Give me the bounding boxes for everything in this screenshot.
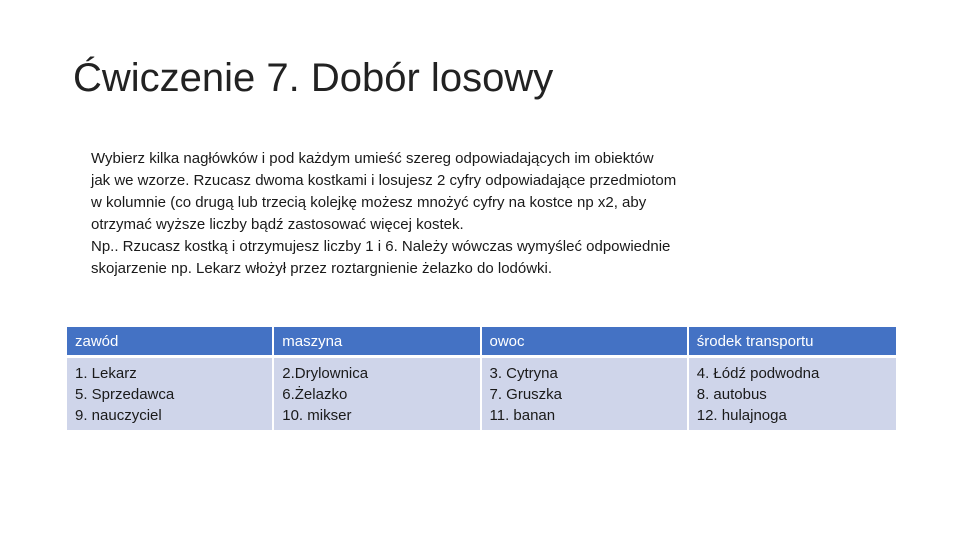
instructions-line: Np.. Rzucasz kostką i otrzymujesz liczby 1 i 6. Należy wówczas wymyśleć odpowiednie bbox=[91, 238, 671, 255]
table-cell-srodek-transportu bbox=[689, 358, 896, 430]
table-row bbox=[67, 358, 896, 430]
instructions-line: Wybierz kilka nagłówków i pod każdym umieść szereg odpowiadających im obiektów bbox=[91, 150, 654, 167]
instructions-line: skojarzenie np. Lekarz włożył przez roztargnienie żelazko do lodówki. bbox=[91, 260, 553, 277]
header-cell-owoc: owoc bbox=[482, 327, 689, 358]
table-cell-owoc bbox=[482, 358, 689, 430]
instructions-line: otrzymać wyższe liczby bądź zastosować więcej kostek. bbox=[91, 216, 464, 233]
cell-item: 1. Lekarz bbox=[75, 365, 137, 382]
cell-item: 8. autobus bbox=[696, 386, 767, 403]
category-table bbox=[67, 327, 896, 430]
cell-item: 2.Drylownica bbox=[282, 365, 369, 382]
cell-item: 10. mikser bbox=[282, 407, 352, 424]
cell-item: 11. banan bbox=[489, 407, 556, 424]
slide-title: Ćwiczenie 7. Dobór losowy bbox=[73, 56, 554, 100]
table-cell-maszyna bbox=[274, 358, 481, 430]
cell-item: 5. Sprzedawca bbox=[75, 386, 175, 403]
header-cell-srodek-transportu: środek transportu bbox=[689, 327, 896, 358]
instructions-line: w kolumnie (co drugą lub trzecią kolejkę możesz mnożyć cyfry na kostce np x2, aby bbox=[91, 194, 647, 211]
instructions-text bbox=[91, 148, 751, 280]
table-header-row bbox=[67, 327, 896, 358]
cell-item: 4. Łódź podwodna bbox=[696, 365, 820, 382]
cell-item: 3. Cytryna bbox=[489, 365, 558, 382]
cell-item: 7. Gruszka bbox=[489, 386, 563, 403]
instructions-line: jak we wzorze. Rzucasz dwoma kostkami i losujesz 2 cyfry odpowiadające przedmiotom bbox=[91, 172, 677, 189]
cell-item: 9. nauczyciel bbox=[75, 407, 162, 424]
cell-item: 12. hulajnoga bbox=[696, 407, 787, 424]
table-cell-zawod bbox=[67, 358, 274, 430]
cell-item: 6.Żelazko bbox=[282, 386, 348, 403]
header-cell-maszyna: maszyna bbox=[274, 327, 481, 358]
header-cell-zawod: zawód bbox=[67, 327, 274, 358]
